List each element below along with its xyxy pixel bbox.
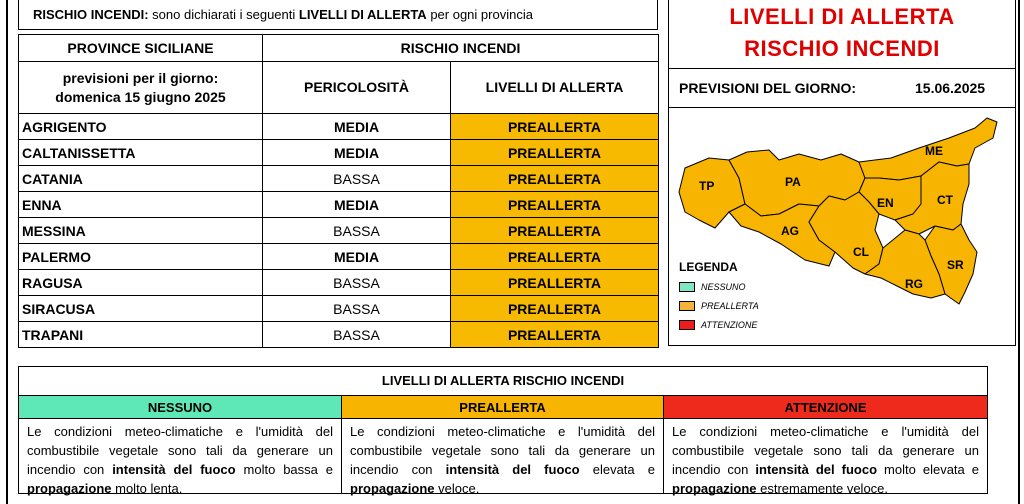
label-en: EN <box>877 196 894 210</box>
header-text-b: per ogni provincia <box>426 7 533 22</box>
province-name: RAGUSA <box>19 270 263 296</box>
label-cl: CL <box>853 245 869 259</box>
forecast-date-label: PREVISIONI DEL GIORNO: <box>679 80 857 96</box>
map-panel <box>668 0 1016 346</box>
header-label: RISCHIO INCENDI: <box>33 7 149 22</box>
table-row <box>19 270 659 296</box>
table-row <box>19 114 659 140</box>
province-name: ENNA <box>19 192 263 218</box>
table-row <box>19 296 659 322</box>
legend-label-preallerta: PREALLERTA <box>701 301 759 311</box>
hazard-value: BASSA <box>263 322 451 348</box>
alert-header: LIVELLI DI ALLERTA <box>451 62 659 114</box>
level-column-preallerta <box>341 395 663 496</box>
map-title-line2: RISCHIO INCENDI <box>744 36 940 61</box>
level-head-nessuno: NESSUNO <box>19 395 341 419</box>
hazard-value: BASSA <box>263 218 451 244</box>
alert-level-value: PREALLERTA <box>451 244 659 270</box>
levels-legend-table <box>18 366 988 494</box>
table-row <box>19 322 659 348</box>
table-row <box>19 140 659 166</box>
level-desc-attenzione: Le condizioni meteo-climatiche e l'umidità del combustibile vegetale sono tali da generare un incendio con intensità del fuoco molto elevata e propagazione estremamente veloce. <box>663 419 987 493</box>
legend-label-nessuno: NESSUNO <box>701 282 746 292</box>
province-name: AGRIGENTO <box>19 114 263 140</box>
header-statement <box>18 0 658 30</box>
hazard-value: BASSA <box>263 296 451 322</box>
province-name: CALTANISSETTA <box>19 140 263 166</box>
levels-table-title: LIVELLI DI ALLERTA RISCHIO INCENDI <box>381 373 625 388</box>
label-sr: SR <box>947 258 964 272</box>
table-row <box>19 166 659 192</box>
province-name: SIRACUSA <box>19 296 263 322</box>
hazard-value: MEDIA <box>263 140 451 166</box>
alert-level-value: PREALLERTA <box>451 140 659 166</box>
legend-item-preallerta <box>679 301 759 311</box>
legend-label-attenzione: ATTENZIONE <box>701 320 758 330</box>
label-ag: AG <box>781 224 799 238</box>
hazard-header: PERICOLOSITÀ <box>263 62 451 114</box>
forecast-cell <box>19 62 263 114</box>
label-me: ME <box>925 144 943 158</box>
level-head-attenzione: ATTENZIONE <box>663 395 987 419</box>
province-name: CATANIA <box>19 166 263 192</box>
legend-item-attenzione <box>679 320 757 330</box>
hazard-value: MEDIA <box>263 192 451 218</box>
hazard-value: MEDIA <box>263 244 451 270</box>
province-name: TRAPANI <box>19 322 263 348</box>
table-row <box>19 218 659 244</box>
level-column-attenzione <box>663 395 987 496</box>
table-row <box>19 244 659 270</box>
alert-level-value: PREALLERTA <box>451 218 659 244</box>
page-frame-right <box>1018 0 1020 504</box>
province-name: PALERMO <box>19 244 263 270</box>
hazard-value: BASSA <box>263 166 451 192</box>
page-frame-left <box>6 0 8 504</box>
legend-swatch-attenzione <box>679 320 695 330</box>
table-subheader-row <box>19 62 659 114</box>
legend-title: LEGENDA <box>679 260 738 274</box>
province-table <box>18 34 659 348</box>
alert-level-value: PREALLERTA <box>451 114 659 140</box>
label-ct: CT <box>937 193 953 207</box>
header-highlight: LIVELLI DI ALLERTA <box>298 7 427 22</box>
forecast-line2: domenica 15 giugno 2025 <box>55 88 226 105</box>
level-head-preallerta: PREALLERTA <box>341 395 663 419</box>
legend-item-nessuno <box>679 282 746 292</box>
forecast-line1: previsioni per il giorno: <box>62 69 219 86</box>
level-column-nessuno <box>19 395 341 496</box>
legend-swatch-nessuno <box>679 282 695 292</box>
table-header-row <box>19 35 659 62</box>
province-name: MESSINA <box>19 218 263 244</box>
forecast-date-row <box>669 68 1015 108</box>
level-desc-nessuno: Le condizioni meteo-climatiche e l'umidità del combustibile vegetale sono tali da generare un incendio con intensità del fuoco molto bassa e propagazione molto lenta. <box>27 424 334 496</box>
alert-level-value: PREALLERTA <box>451 296 659 322</box>
legend-swatch-preallerta <box>679 301 695 311</box>
alert-level-value: PREALLERTA <box>451 270 659 296</box>
hazard-value: MEDIA <box>263 114 451 140</box>
label-tp: TP <box>699 179 715 193</box>
table-row <box>19 192 659 218</box>
alert-level-value: PREALLERTA <box>451 322 659 348</box>
alert-level-value: PREALLERTA <box>451 166 659 192</box>
col-provinces-header: PROVINCE SICILIANE <box>19 35 263 62</box>
alert-level-value: PREALLERTA <box>451 192 659 218</box>
map-title-line1: LIVELLI DI ALLERTA <box>729 4 955 29</box>
header-text-a: sono dichiarati i seguenti <box>148 7 299 22</box>
label-rg: RG <box>905 277 923 291</box>
forecast-date-value: 15.06.2025 <box>915 80 986 96</box>
col-risk-header: RISCHIO INCENDI <box>263 35 659 62</box>
hazard-value: BASSA <box>263 270 451 296</box>
level-desc-preallerta: Le condizioni meteo-climatiche e l'umidità del combustibile vegetale sono tali da generare un incendio con intensità del fuoco elevata e propagazione veloce. <box>341 419 663 493</box>
label-pa: PA <box>785 175 801 189</box>
